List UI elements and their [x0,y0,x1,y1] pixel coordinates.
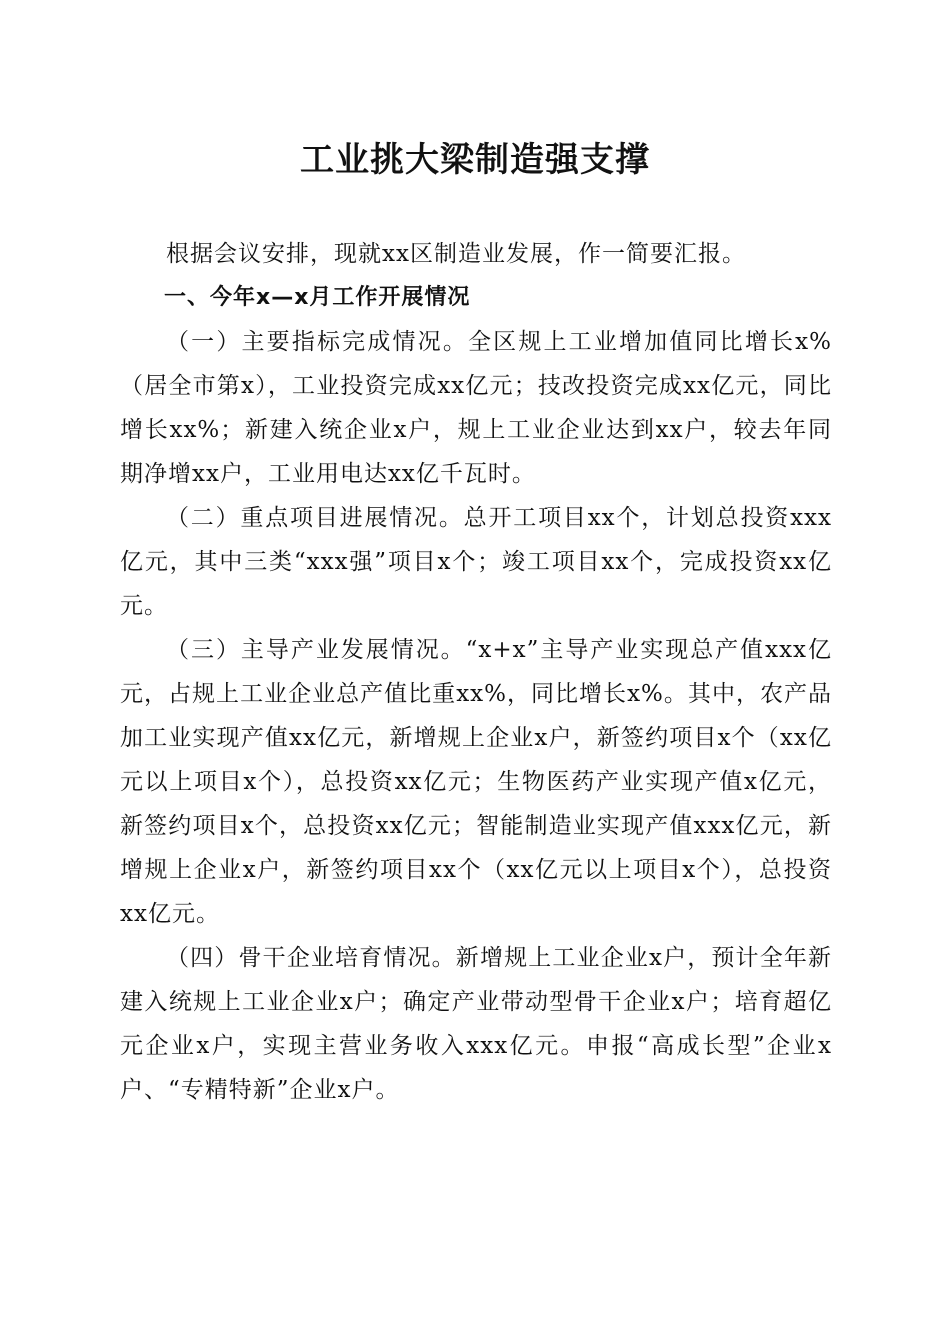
paragraph-lead: （三）主导产业发展情况。 [166,637,466,663]
paragraph-text: 新增规上工业企业x户，预计全年新建入统规上工业企业x户；确定产业带动型骨干企业x户；培育超亿元企业x户，实现主营业务收入xxx亿元。申报“高成长型”企业x户、“专精特新”企业x户。 [120,945,832,1103]
paragraph-text: 全区规上工业增加值同比增长x%（居全市第x），工业投资完成xx亿元；技改投资完成xx亿元，同比增长xx%；新建入统企业x户，规上工业企业达到xx户，较去年同期净增xx户，工业用电达xx亿千瓦时。 [120,329,833,487]
paragraph-text: 总开工项目xx个，计划总投资xxx亿元，其中三类“xxx强”项目x个；竣工项目xx个，完成投资xx亿元。 [120,505,833,619]
paragraph-lead: （四）骨干企业培育情况。 [166,945,456,971]
paragraph-lead: （一）主要指标完成情况。 [166,329,469,355]
paragraph-key-projects [120,496,832,628]
intro-paragraph: 根据会议安排，现就xx区制造业发展，作一简要汇报。 [166,241,746,267]
paragraph-key-indicators [120,320,832,496]
paragraph-leading-industries [120,628,832,936]
document-body [120,232,832,1112]
document-title: 工业挑大梁制造强支撑 [300,140,650,180]
section-heading: 一、今年x—x月工作开展情况 [164,285,471,310]
paragraph-backbone-enterprises [120,936,832,1112]
paragraph-text: “x+x”主导产业实现总产值xxx亿元，占规上工业企业总产值比重xx%，同比增长x%。其中，农产品加工业实现产值xx亿元，新增规上企业x户，新签约项目x个（xx亿元以上项目x个），总投资xx亿元；生物医药产业实现产值x亿元，新签约项目x个，总投资xx亿元；智能制造业实现产值xxx亿元，新增规上企业x户，新签约项目xx个（xx亿元以上项目x个），总投资xx亿元。 [120,637,833,927]
paragraph-lead: （二）重点项目进展情况。 [166,505,464,531]
